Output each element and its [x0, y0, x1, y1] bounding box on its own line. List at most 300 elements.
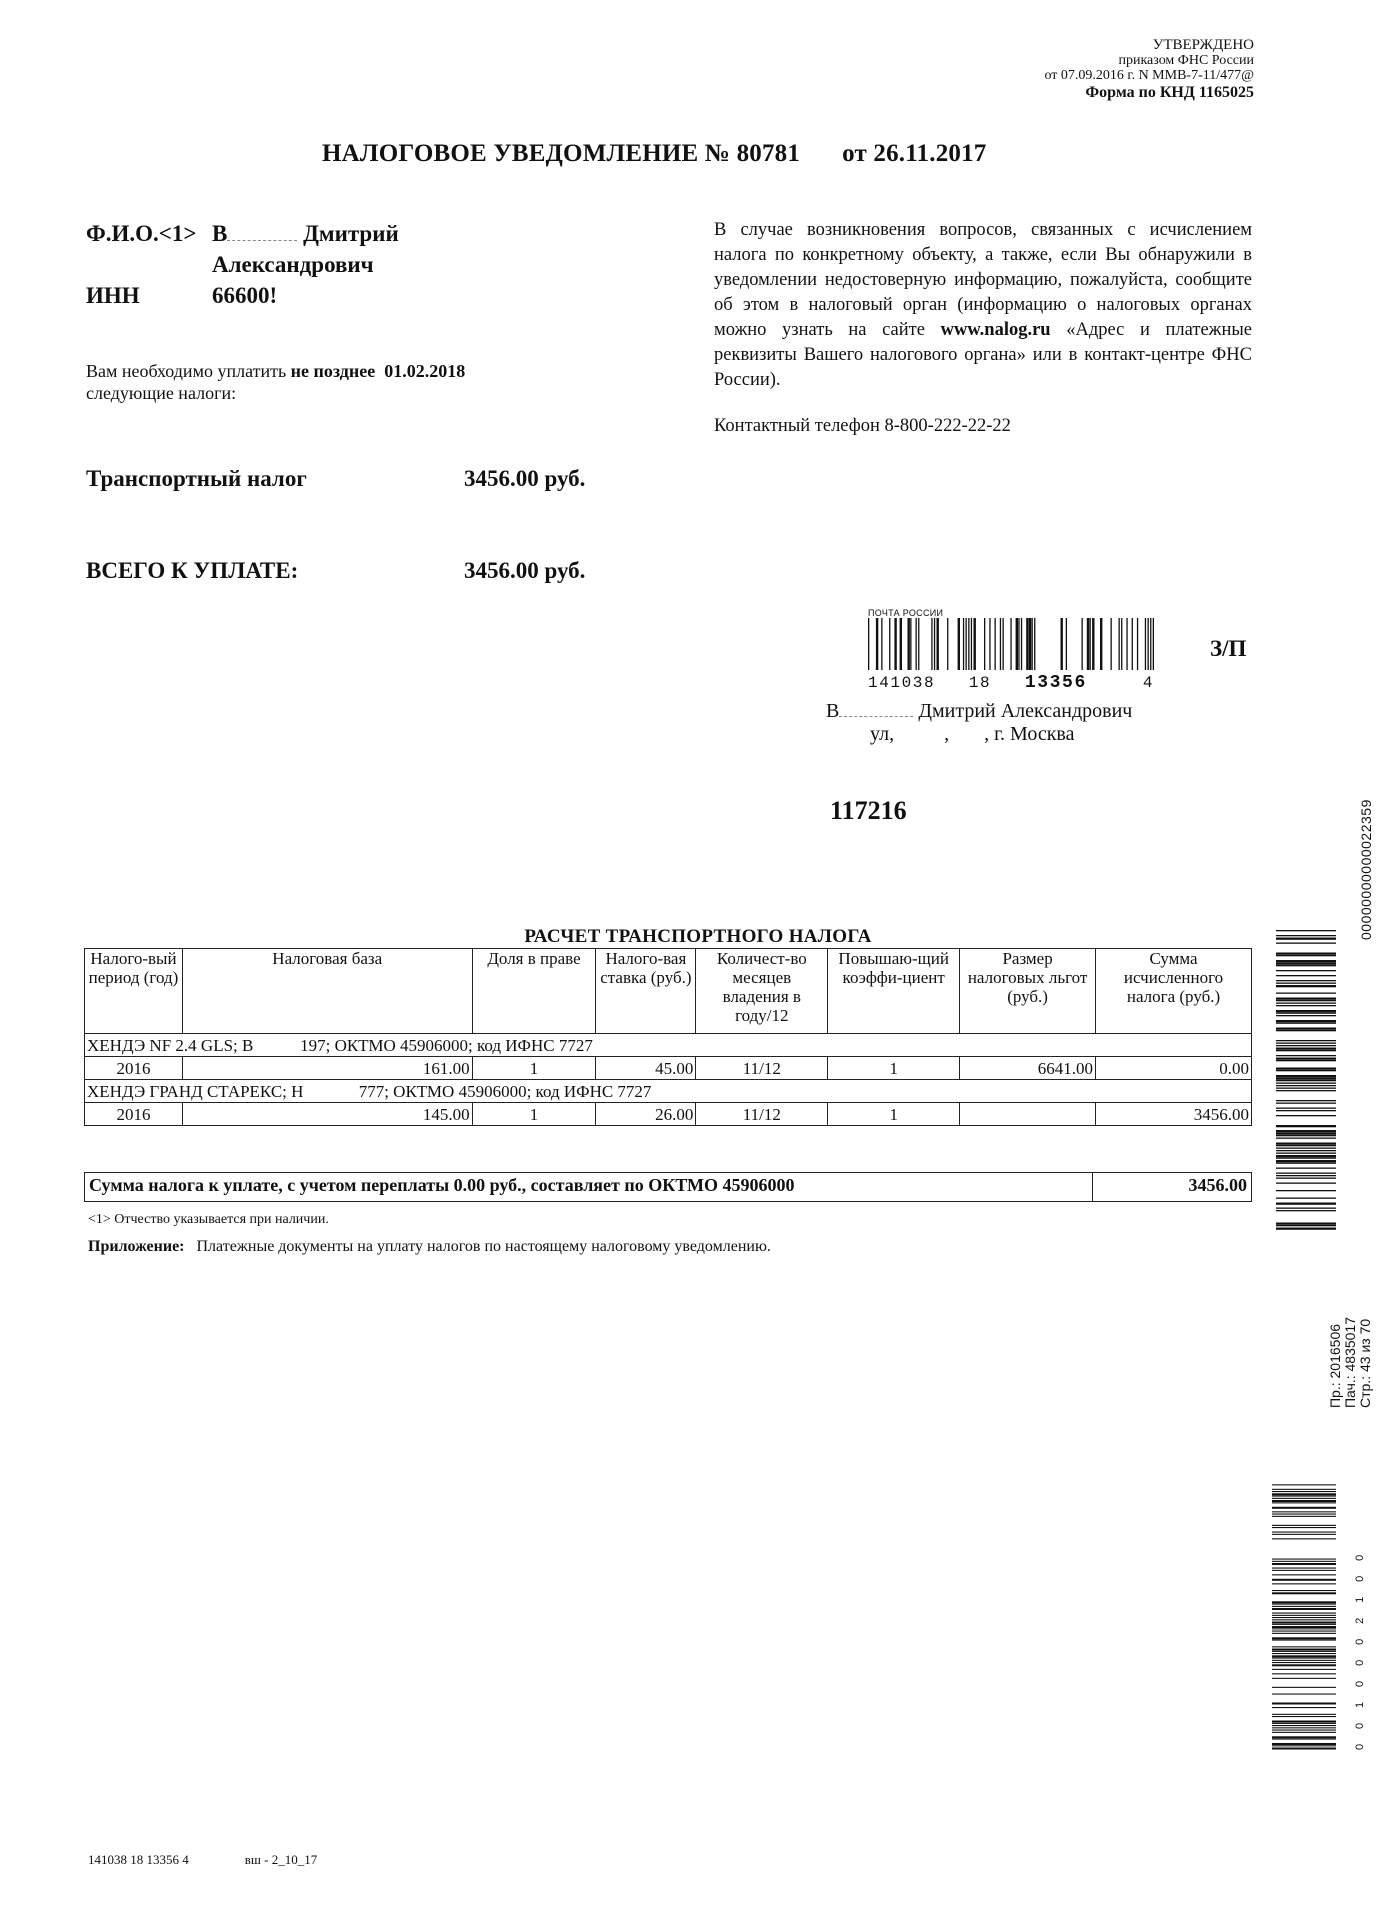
barcode-bar	[1272, 1707, 1336, 1708]
notice-number: НАЛОГОВОЕ УВЕДОМЛЕНИЕ № 80781	[322, 140, 801, 167]
barcode-bar	[881, 618, 882, 670]
barcode-bar	[1272, 1574, 1336, 1575]
barcode-bar	[1272, 1723, 1336, 1724]
barcode-bar	[1276, 1175, 1336, 1176]
barcode-bar	[1276, 1178, 1336, 1179]
barcode-bar	[1276, 1228, 1336, 1230]
barcode-bar	[1272, 1592, 1336, 1594]
barcode-bar	[1272, 1640, 1336, 1641]
barcode-bar	[1276, 1078, 1336, 1080]
barcode-bar	[1272, 1516, 1336, 1517]
comma-1: ,	[944, 723, 950, 745]
batch-page: Стр.: 43 из 70	[1357, 1318, 1373, 1408]
barcode-bar	[1276, 935, 1336, 936]
barcode-bar	[1276, 1085, 1336, 1086]
appendix-text: Платежные документы на уплату налогов по настоящему налоговому уведомлению.	[196, 1238, 771, 1255]
barcode-bar	[1272, 1583, 1336, 1584]
barcode-bar	[1272, 1615, 1336, 1616]
barcode-bar	[974, 618, 976, 670]
barcode-bar	[1276, 1010, 1336, 1012]
transport-tax-label: Транспортный налог	[86, 466, 307, 491]
barcode-bar	[1276, 1088, 1336, 1089]
barcode-bar	[1066, 618, 1067, 670]
barcode-bar	[1272, 1687, 1336, 1688]
table-row	[85, 1103, 1252, 1126]
barcode-bar	[1272, 1534, 1336, 1535]
footer-codes	[88, 1852, 317, 1868]
barcode-bar	[1276, 970, 1336, 971]
barcode-bar	[1272, 1590, 1336, 1591]
barcode-bar	[1272, 1694, 1336, 1695]
col-tax: Сумма исчисленного налога (руб.)	[1096, 949, 1252, 1034]
total-summary-text: Сумма налога к уплате, с учетом переплаты 0.00 руб., составляет по ОКТМО 45906000	[85, 1173, 1093, 1201]
vehicle-suffix: 777; ОКТМО 45906000; код ИФНС 7727	[358, 1081, 652, 1101]
barcode-bar	[1272, 1559, 1336, 1560]
barcode-bar	[1276, 1043, 1336, 1044]
barcode-bar	[1272, 1484, 1336, 1485]
barcode-bar	[1272, 1748, 1336, 1750]
barcode-bar	[908, 618, 910, 670]
barcode-bar	[1272, 1500, 1336, 1502]
barcode-bar	[963, 618, 964, 670]
barcode-bar	[1276, 1223, 1336, 1225]
total-due-row	[86, 558, 586, 584]
cell-coef: 1	[828, 1103, 960, 1126]
barcode-bar	[1272, 1653, 1336, 1654]
vehicle-name	[85, 1080, 1252, 1103]
barcode-bar	[1276, 998, 1336, 1000]
cell-months: 11/12	[696, 1057, 828, 1080]
barcode-bar	[1276, 1148, 1336, 1149]
barcode-bar	[1090, 618, 1091, 670]
barcode-bar	[1276, 1005, 1336, 1006]
footer-code-1: 141038 18 13356 4	[88, 1852, 189, 1867]
barcode-bar	[1276, 1183, 1336, 1184]
barcode-bar	[971, 618, 972, 670]
barcode-bar	[1272, 1716, 1336, 1717]
barcode-bar	[1276, 960, 1336, 962]
cell-year: 2016	[85, 1103, 183, 1126]
barcode-bar	[1276, 1150, 1336, 1151]
barcode-bar	[1276, 1083, 1336, 1084]
barcode-bar	[1276, 1090, 1336, 1091]
barcode-bar	[1276, 980, 1336, 981]
barcode-bar	[1272, 1570, 1336, 1571]
cell-share: 1	[472, 1057, 596, 1080]
barcode-bar	[1272, 1730, 1336, 1731]
cell-base: 161.00	[182, 1057, 472, 1080]
barcode-bar	[1276, 1015, 1336, 1016]
barcode-bar	[1276, 1068, 1336, 1070]
recipient-name: Дмитрий Александрович	[918, 700, 1133, 722]
table-row	[85, 1057, 1252, 1080]
total-summary-value: 3456.00	[1188, 1175, 1247, 1195]
comma-2: ,	[984, 723, 990, 745]
zp-mark: З/П	[1210, 636, 1247, 661]
barcode-bar	[1276, 1125, 1336, 1127]
form-code: Форма по КНД 1165025	[1085, 84, 1254, 101]
barcode-bar	[934, 618, 935, 670]
cell-benefit: 6641.00	[960, 1057, 1096, 1080]
barcode-bar	[1276, 963, 1336, 965]
barcode-bar	[1272, 1493, 1336, 1495]
barcode-bar	[1276, 1045, 1336, 1046]
barcode-bar	[910, 618, 911, 670]
first-name: Дмитрий	[303, 221, 399, 246]
vehicle-row	[85, 1034, 1252, 1057]
barcode-bar	[1272, 1527, 1336, 1528]
barcode-bar	[1276, 1155, 1336, 1157]
barcode-bar	[1272, 1721, 1336, 1723]
barcode-bar	[1272, 1498, 1336, 1499]
barcode-bar	[1276, 1110, 1336, 1111]
barcode-bar	[1276, 1163, 1336, 1164]
barcode-bar	[876, 618, 878, 670]
barcode-bar	[1276, 953, 1336, 955]
batch-pr: Пр.: 2016506	[1327, 1323, 1343, 1408]
barcode-bar	[947, 618, 948, 670]
barcode-bar	[1018, 618, 1019, 670]
barcode-bar	[1276, 1058, 1336, 1060]
post-barcode-bars	[868, 618, 1158, 670]
barcode-bar	[1061, 618, 1063, 670]
barcode-bar	[1276, 975, 1336, 976]
barcode-bar	[1276, 1225, 1336, 1226]
code-part-4: 4	[1142, 674, 1155, 692]
barcode-bar	[1276, 1168, 1336, 1169]
side-barcode-top	[1276, 930, 1336, 1230]
city: г. Москва	[994, 723, 1075, 745]
calc-title: РАСЧЕТ ТРАНСПОРТНОГО НАЛОГА	[524, 926, 872, 947]
footnote: <1> Отчество указывается при наличии.	[88, 1212, 329, 1227]
barcode-bar	[937, 618, 939, 670]
payment-text: Вам необходимо уплатить	[86, 361, 291, 381]
barcode-bar	[931, 618, 932, 670]
barcode-bar	[989, 618, 990, 670]
cell-benefit	[960, 1103, 1096, 1126]
barcode-bar	[1272, 1579, 1336, 1581]
barcode-bar	[1276, 1000, 1336, 1001]
barcode-bar	[1272, 1538, 1336, 1539]
barcode-bar	[966, 618, 967, 670]
barcode-bar	[1276, 1133, 1336, 1135]
barcode-bar	[1272, 1646, 1336, 1647]
side-barcode-number: 00000000000022359	[1358, 799, 1374, 940]
barcode-bar	[1276, 1040, 1336, 1041]
barcode-bar	[1119, 618, 1120, 670]
barcode-bar	[984, 618, 985, 670]
redaction-mark	[839, 704, 913, 717]
code-part-3: 13356	[1024, 673, 1087, 693]
barcode-bar	[1276, 943, 1336, 944]
fio-block	[86, 218, 399, 280]
barcode-bar	[1272, 1608, 1336, 1610]
vehicle-suffix: 197; ОКТМО 45906000; код ИФНС 7727	[300, 1035, 593, 1055]
barcode-bar	[1272, 1651, 1336, 1652]
barcode-bar	[1276, 1130, 1336, 1132]
barcode-bar	[1272, 1673, 1336, 1674]
barcode-bar	[1276, 1100, 1336, 1101]
barcode-bar	[1272, 1725, 1336, 1726]
barcode-bar	[1034, 618, 1035, 670]
col-benefit: Размер налоговых льгот (руб.)	[960, 949, 1096, 1034]
cell-base: 145.00	[182, 1103, 472, 1126]
barcode-bar	[1082, 618, 1083, 670]
notice-title	[322, 140, 987, 168]
approval-title: УТВЕРЖДЕНО	[1152, 37, 1254, 53]
barcode-bar	[1276, 1145, 1336, 1146]
deadline-label: не позднее	[290, 361, 376, 381]
barcode-bar	[1272, 1628, 1336, 1629]
batch-pach: Пач.: 4835017	[1342, 1316, 1358, 1408]
barcode-bar	[1029, 618, 1031, 670]
barcode-bar	[1276, 1103, 1336, 1104]
approval-block	[1044, 38, 1254, 100]
barcode-bar	[1276, 983, 1336, 984]
barcode-bar	[1272, 1743, 1336, 1745]
footer-code-2: вш - 2_10_17	[244, 1852, 318, 1867]
barcode-bar	[1276, 1143, 1336, 1145]
barcode-bar	[1148, 618, 1149, 670]
col-coef: Повышаю-щий коэффи-циент	[828, 949, 960, 1034]
inn-value: 66600!	[212, 283, 278, 308]
barcode-bar	[1272, 1669, 1336, 1670]
patronymic: Александрович	[212, 252, 374, 277]
barcode-bar	[1272, 1626, 1336, 1628]
barcode-bar	[1272, 1507, 1336, 1509]
barcode-bar	[868, 618, 869, 670]
approval-date: от 07.09.2016 г. N ММВ-7-11/477@	[1044, 68, 1254, 83]
barcode-bar	[1126, 618, 1127, 670]
total-summary	[84, 1172, 1252, 1202]
cell-rate: 45.00	[596, 1057, 696, 1080]
barcode-bar	[1272, 1491, 1336, 1492]
barcode-bar	[1003, 618, 1004, 670]
appendix-label: Приложение:	[88, 1238, 185, 1255]
barcode-bar	[1016, 618, 1018, 670]
barcode-bar	[918, 618, 919, 670]
barcode-bar	[1272, 1604, 1336, 1605]
total-due-label: ВСЕГО К УПЛАТЕ:	[86, 558, 299, 583]
barcode-bar	[1000, 618, 1001, 670]
deadline-date: 01.02.2018	[384, 361, 466, 381]
side-barcode-bottom	[1272, 1482, 1336, 1752]
transport-tax-amount: 3456.00 руб.	[464, 466, 586, 491]
barcode-bar	[1276, 1070, 1336, 1071]
barcode-bar	[1137, 618, 1138, 670]
batch-info	[1328, 1317, 1373, 1408]
barcode-bar	[1150, 618, 1151, 670]
barcode-bar	[1276, 965, 1336, 966]
redaction-mark	[227, 228, 297, 241]
barcode-bar	[1272, 1496, 1336, 1497]
barcode-bar	[1032, 618, 1033, 670]
barcode-bar	[995, 618, 996, 670]
barcode-bar	[1272, 1658, 1336, 1659]
barcode-bar	[1276, 1048, 1336, 1050]
cell-months: 11/12	[696, 1103, 828, 1126]
barcode-bar	[1100, 618, 1102, 670]
barcode-bar	[1272, 1678, 1336, 1679]
barcode-bar	[1272, 1613, 1336, 1614]
post-barcode	[868, 608, 1160, 693]
barcode-bar	[1276, 1203, 1336, 1205]
barcode-bar	[1272, 1511, 1336, 1512]
barcode-bar	[1272, 1660, 1336, 1661]
barcode-bar	[1145, 618, 1146, 670]
barcode-bar	[1026, 618, 1028, 670]
barcode-bar	[1121, 618, 1122, 670]
info-text-1: В случае возникновения вопросов, связанных с исчислением налога по конкретному объекту, а также, если Вы обнаружили в уведомлении недостоверную информацию, пожалуйста, сообщите об этом в налоговый орган (информацию о налоговых органах можно узнать на сайте	[714, 220, 1252, 340]
barcode-bar	[916, 618, 917, 670]
cell-coef: 1	[828, 1057, 960, 1080]
barcode-bar	[1272, 1606, 1336, 1607]
barcode-bar	[1276, 1158, 1336, 1159]
surname-initial: В	[212, 221, 228, 246]
barcode-bar	[1276, 1198, 1336, 1199]
barcode-bar	[1272, 1619, 1336, 1620]
barcode-bar	[1272, 1745, 1336, 1746]
cell-tax: 3456.00	[1096, 1103, 1252, 1126]
barcode-bar	[1276, 1020, 1336, 1022]
barcode-bar	[1276, 993, 1336, 994]
barcode-bar	[1272, 1662, 1336, 1663]
street: ул,	[870, 723, 895, 745]
barcode-bar	[1276, 1060, 1336, 1061]
barcode-bar	[1276, 1173, 1336, 1174]
barcode-bar	[1272, 1617, 1336, 1618]
total-due-amount: 3456.00 руб.	[464, 558, 586, 583]
barcode-bar	[1272, 1563, 1336, 1565]
col-rate: Налого-вая ставка (руб.)	[596, 949, 696, 1034]
barcode-bar	[1272, 1714, 1336, 1715]
barcode-bar	[1153, 618, 1154, 670]
side-barcode-bottom-digits: 0010002100	[1354, 1539, 1366, 1750]
cell-share: 1	[472, 1103, 596, 1126]
barcode-bar	[1272, 1489, 1336, 1490]
calc-header-row	[85, 949, 1252, 1034]
barcode-bar	[1272, 1601, 1336, 1603]
barcode-bar	[1272, 1736, 1336, 1738]
barcode-bar	[1276, 1003, 1336, 1004]
cell-tax: 0.00	[1096, 1057, 1252, 1080]
calc-table	[84, 948, 1252, 1126]
appendix	[88, 1238, 771, 1256]
barcode-bar	[1272, 1664, 1336, 1666]
barcode-bar	[1276, 1210, 1336, 1211]
cell-year: 2016	[85, 1057, 183, 1080]
barcode-bar	[1276, 1208, 1336, 1209]
barcode-bar	[1272, 1532, 1336, 1533]
post-barcode-digits	[868, 673, 1160, 693]
vehicle-name	[85, 1034, 1252, 1057]
barcode-bar	[1276, 985, 1336, 987]
barcode-bar	[1272, 1633, 1336, 1634]
barcode-bar	[968, 618, 969, 670]
postcode: 117216	[830, 796, 907, 825]
barcode-bar	[1276, 1160, 1336, 1162]
info-paragraph	[714, 218, 1252, 393]
barcode-bar	[1272, 1727, 1336, 1728]
cell-rate: 26.00	[596, 1103, 696, 1126]
barcode-bar	[1276, 1075, 1336, 1077]
barcode-bar	[894, 618, 896, 670]
barcode-bar	[1276, 1190, 1336, 1191]
barcode-bar	[1272, 1739, 1336, 1740]
barcode-bar	[1276, 1050, 1336, 1051]
barcode-bar	[900, 618, 902, 670]
vehicle-prefix: ХЕНДЭ NF 2.4 GLS; В	[87, 1035, 254, 1055]
barcode-bar	[1276, 1108, 1336, 1109]
barcode-bar	[1272, 1732, 1336, 1733]
vehicle-prefix: ХЕНДЭ ГРАНД СТАРЕКС; Н	[87, 1081, 304, 1101]
vehicle-row	[85, 1080, 1252, 1103]
transport-tax-row	[86, 466, 586, 492]
barcode-bar	[1132, 618, 1133, 670]
barcode-bar	[1021, 618, 1022, 670]
barcode-bar	[1272, 1561, 1336, 1562]
barcode-bar	[1276, 930, 1336, 931]
notice-date: от 26.11.2017	[842, 140, 987, 167]
barcode-bar	[1272, 1637, 1336, 1639]
col-share: Доля в праве	[472, 949, 596, 1034]
code-part-1: 141038	[868, 674, 936, 692]
contact-phone: Контактный телефон 8-800-222-22-22	[714, 416, 1011, 436]
info-text-2: «Адрес и платежные реквизиты Вашего налогового органа» или в контакт-центре ФНС России).	[714, 320, 1252, 390]
barcode-bar	[1272, 1655, 1336, 1657]
barcode-bar	[1092, 618, 1094, 670]
barcode-bar	[889, 618, 890, 670]
pochta-label: ПОЧТА РОССИИ	[868, 608, 944, 618]
barcode-bar	[1272, 1514, 1336, 1515]
barcode-bar	[1272, 1624, 1336, 1625]
barcode-bar	[1276, 938, 1336, 940]
barcode-bar	[1272, 1703, 1336, 1705]
fio-label: Ф.И.О.<1>	[86, 221, 197, 246]
col-period: Налого-вый период (год)	[85, 949, 183, 1034]
col-months: Количест-во месяцев владения в году/12	[696, 949, 828, 1034]
barcode-bar	[1276, 1028, 1336, 1030]
barcode-bar	[1276, 1153, 1336, 1154]
barcode-bar	[1272, 1622, 1336, 1624]
barcode-bar	[1272, 1649, 1336, 1651]
barcode-bar	[1276, 1138, 1336, 1139]
recipient-initial: В	[826, 700, 840, 722]
code-part-2: 18	[968, 674, 992, 692]
barcode-bar	[1276, 1080, 1336, 1081]
barcode-bar	[1276, 1115, 1336, 1116]
barcode-bar	[958, 618, 960, 670]
barcode-bar	[1276, 1030, 1336, 1031]
inn-label: ИНН	[86, 283, 140, 308]
inn-block	[86, 283, 277, 309]
recipient-address	[826, 700, 1132, 746]
barcode-bar	[1276, 955, 1336, 956]
approval-order: приказом ФНС России	[1118, 53, 1254, 68]
barcode-bar	[1272, 1502, 1336, 1503]
barcode-bar	[1010, 618, 1011, 670]
barcode-bar	[1087, 618, 1089, 670]
payment-text-2: следующие налоги:	[86, 383, 237, 403]
barcode-bar	[1111, 618, 1112, 670]
barcode-bar	[1276, 1023, 1336, 1024]
barcode-bar	[1276, 1055, 1336, 1056]
nalog-site-link[interactable]: www.nalog.ru	[940, 320, 1051, 340]
barcode-bar	[1276, 1135, 1336, 1136]
barcode-bar	[1272, 1525, 1336, 1526]
col-base: Налоговая база	[182, 949, 472, 1034]
barcode-bar	[1272, 1568, 1336, 1569]
